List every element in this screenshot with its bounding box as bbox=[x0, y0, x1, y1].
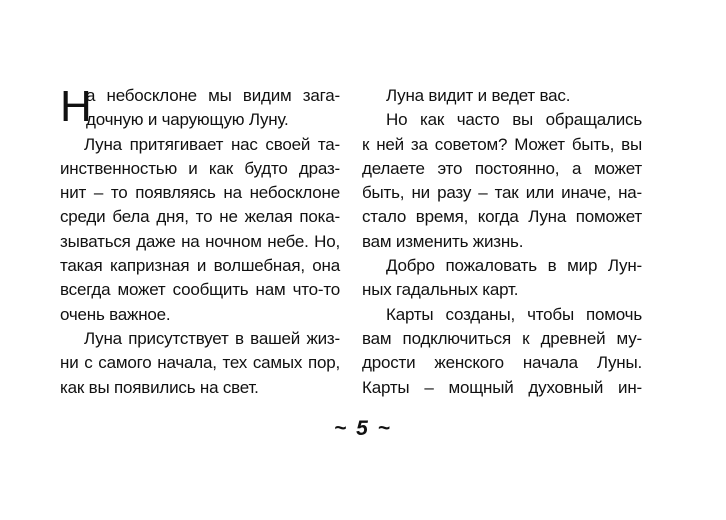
text-line: ных гадальных карт. bbox=[362, 280, 519, 300]
text-line: ни с самого начала, тех самых пор, bbox=[60, 353, 340, 373]
text-line: Но как часто вы обращались bbox=[386, 110, 642, 130]
text-line: среди бела дня, то не желая пока- bbox=[60, 207, 340, 227]
text-line: делаете это постоянно, а может bbox=[362, 158, 642, 178]
page-number: ~ 5 ~ bbox=[334, 417, 392, 440]
text-line: нит – то появляясь на небосклоне bbox=[60, 183, 340, 203]
text-line: стало время, когда Луна поможет bbox=[362, 207, 642, 227]
text-line: всегда может сообщить нам что-то bbox=[60, 280, 340, 300]
text-line: Луна притягивает нас своей та- bbox=[84, 134, 340, 154]
text-line: дрости женского начала Луны. bbox=[362, 353, 642, 373]
text-line: к ней за советом? Может быть, вы bbox=[362, 134, 642, 154]
text-line: Карты созданы, чтобы помочь bbox=[386, 304, 642, 324]
drop-cap: Н bbox=[60, 82, 92, 131]
text-line: Луна присутствует в вашей жиз- bbox=[84, 328, 340, 348]
right-column bbox=[362, 84, 642, 400]
text-line: дочную и чарующую Луну. bbox=[86, 110, 289, 130]
text-line: зываться даже на ночном небе. Но, bbox=[60, 231, 340, 251]
left-column bbox=[60, 84, 340, 400]
text-line: очень важное. bbox=[60, 304, 171, 324]
text-line: как вы появились на свет. bbox=[60, 377, 259, 397]
text-line: вам изменить жизнь. bbox=[362, 231, 524, 251]
text-line: вам подключиться к древней му- bbox=[362, 328, 642, 348]
text-line: Карты – мощный духовный ин- bbox=[362, 377, 642, 397]
text-line: инственностью и как будто драз- bbox=[60, 158, 340, 178]
text-line: быть, ни разу – так или иначе, на- bbox=[362, 183, 642, 203]
text-line: Луна видит и ведет вас. bbox=[386, 86, 571, 105]
text-line: а небосклоне мы видим зага- bbox=[86, 86, 340, 105]
text-line: такая капризная и волшебная, она bbox=[60, 256, 340, 276]
text-line: Добро пожаловать в мир Лун- bbox=[386, 256, 642, 276]
